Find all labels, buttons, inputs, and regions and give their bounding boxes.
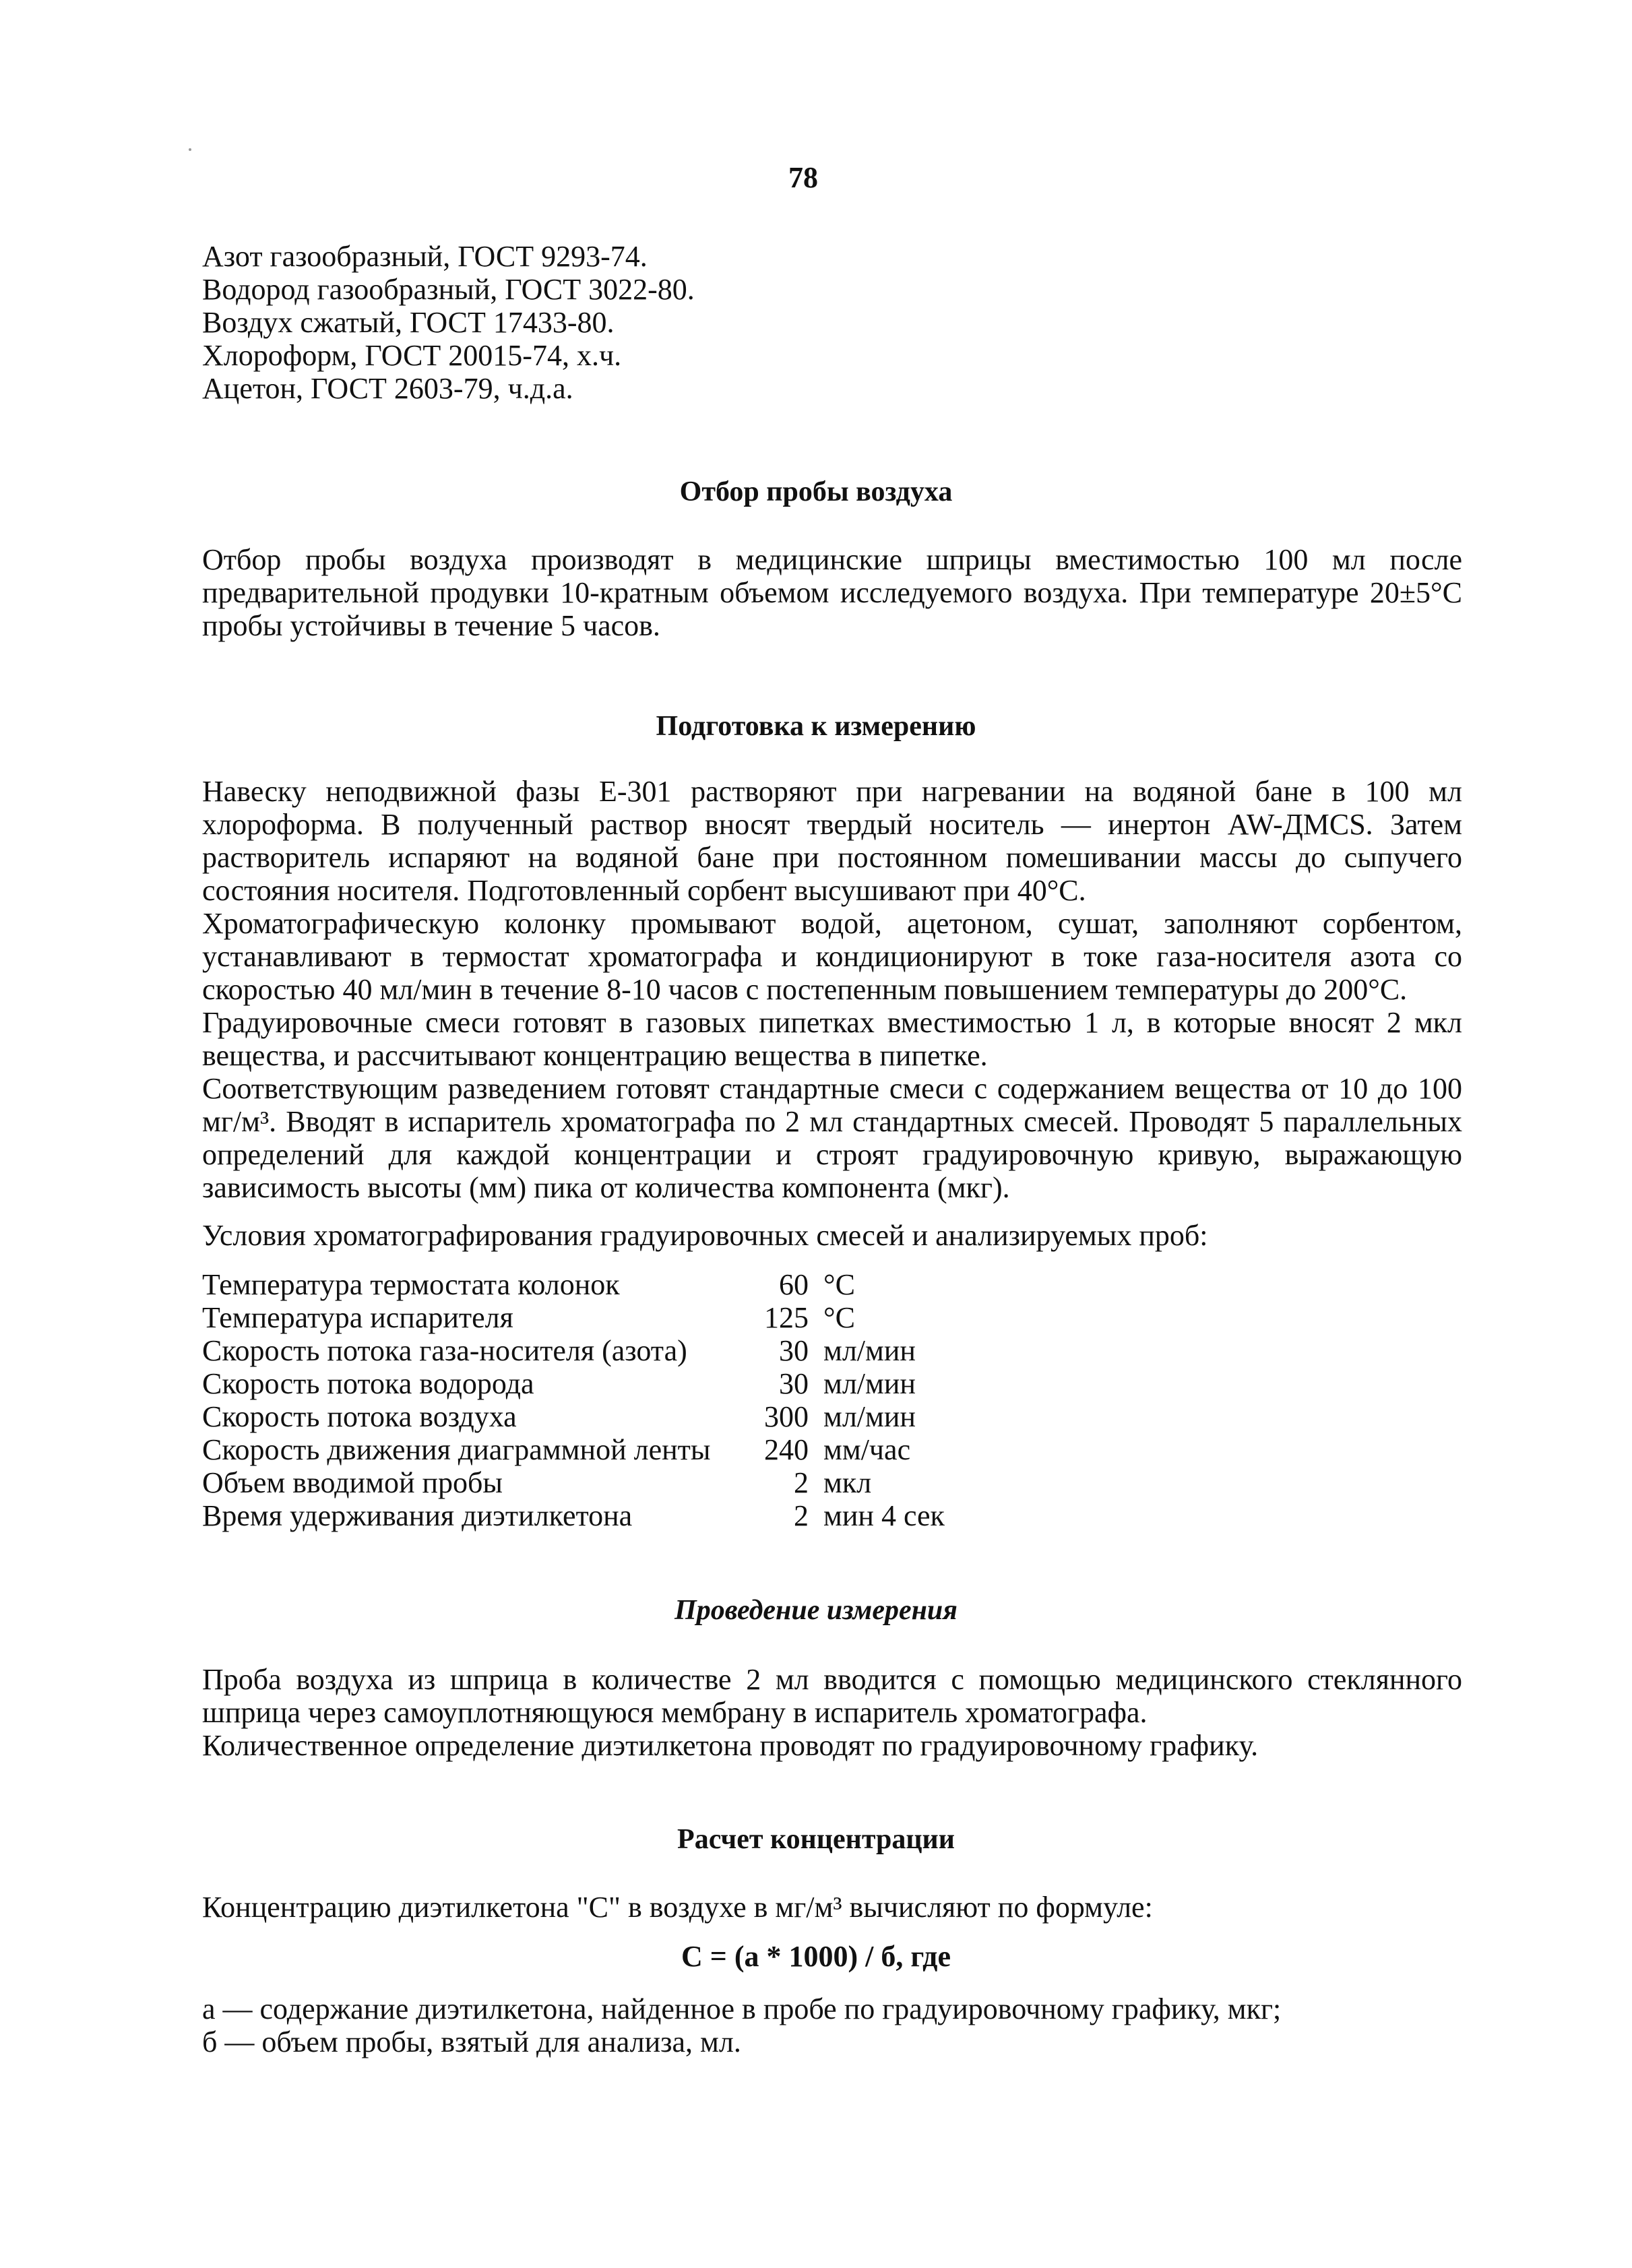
- table-row: [202, 1367, 1093, 1400]
- conditions-table: [202, 1268, 1093, 1532]
- preparation-paragraph: Навеску неподвижной фазы Е-301 растворяют при нагревании на водяной бане в 100 мл хлороформа. В полученный раствор вносят твердый носитель — инертон AW-ДМCS. Затем растворитель испаряют на водяной бане при постоянном помешивании массы до сыпучего состояния носителя. Подготовленный сорбент высушивают при 40°С.: [202, 775, 1462, 907]
- measurement-paragraph: Проба воздуха из шприца в количестве 2 мл вводится с помощью медицинского стеклянного шприца через самоуплотняющуюся мембрану в испаритель хроматографа.: [202, 1663, 1462, 1729]
- table-row: [202, 1301, 1093, 1334]
- condition-value: 30: [779, 1367, 809, 1400]
- condition-value: 2: [794, 1466, 809, 1499]
- sampling-paragraph: Отбор пробы воздуха производят в медицинские шприцы вместимостью 100 мл после предварительной продувки 10-кратным объемом исследуемого воздуха. При температуре 20±5°С пробы устойчивы в течение 5 часов.: [202, 543, 1462, 642]
- condition-value: 2: [794, 1499, 809, 1532]
- reagent-list: [202, 240, 695, 405]
- condition-name: Скорость потока газа-носителя (азота): [202, 1334, 687, 1367]
- table-row: [202, 1334, 1093, 1367]
- preparation-section: [202, 775, 1462, 1252]
- condition-name: Объем вводимой пробы: [202, 1466, 503, 1499]
- sampling-section: [202, 543, 1462, 642]
- condition-value: 60: [779, 1268, 809, 1301]
- scan-speck: [189, 148, 191, 151]
- preparation-paragraph: Соответствующим разведением готовят стандартные смеси с содержанием вещества от 10 до 100 мг/м³. Вводят в испаритель хроматографа по 2 мл стандартных смесей. Проводят 5 параллельных определений для каждой концентрации и строят градуировочную кривую, выражающую зависимость высоты (мм) пика от количества компонента (мкг).: [202, 1072, 1462, 1204]
- reagent-item: Водород газообразный, ГОСТ 3022-80.: [202, 273, 695, 306]
- definition-item: б — объем пробы, взятый для анализа, мл.: [202, 2025, 741, 2058]
- sampling-heading: Отбор пробы воздуха: [679, 476, 953, 507]
- table-row: [202, 1499, 1093, 1532]
- measurement-section: [202, 1663, 1462, 1762]
- definition-item: а — содержание диэтилкетона, найденное в пробе по градуировочному графику, мкг;: [202, 1992, 1282, 2025]
- condition-name: Скорость движения диаграммной ленты: [202, 1433, 711, 1466]
- condition-name: Температура испарителя: [202, 1301, 513, 1334]
- condition-name: Скорость потока водорода: [202, 1367, 534, 1400]
- condition-unit: мкл: [823, 1466, 872, 1499]
- preparation-paragraph: Градуировочные смеси готовят в газовых пипетках вместимостью 1 л, в которые вносят 2 мкл вещества, и рассчитывают концентрацию вещества в пипетке.: [202, 1006, 1462, 1072]
- condition-name: Время удерживания диэтилкетона: [202, 1499, 633, 1532]
- condition-unit: мл/мин: [823, 1400, 916, 1433]
- reagent-item: Хлороформ, ГОСТ 20015-74, х.ч.: [202, 339, 622, 372]
- table-row: [202, 1268, 1093, 1301]
- reagent-item: Азот газообразный, ГОСТ 9293-74.: [202, 240, 648, 273]
- preparation-paragraph: Хроматографическую колонку промывают водой, ацетоном, сушат, заполняют сорбентом, устанавливают в термостат хроматографа и кондиционируют в токе газа-носителя азота со скоростью 40 мл/мин в течение 8-10 часов с постепенным повышением температуры до 200°С.: [202, 907, 1462, 1006]
- condition-unit: мин 4 сек: [823, 1499, 945, 1532]
- table-row: [202, 1433, 1093, 1466]
- table-row: [202, 1466, 1093, 1499]
- condition-unit: мм/час: [823, 1433, 911, 1466]
- condition-unit: мл/мин: [823, 1334, 916, 1367]
- condition-name: Скорость потока воздуха: [202, 1400, 517, 1433]
- condition-unit: мл/мин: [823, 1367, 916, 1400]
- condition-value: 300: [764, 1400, 809, 1433]
- calculation-intro: Концентрацию диэтилкетона "С" в воздухе в мг/м³ вычисляют по формуле:: [202, 1891, 1153, 1924]
- condition-unit: °С: [823, 1301, 855, 1334]
- condition-name: Температура термостата колонок: [202, 1268, 620, 1301]
- formula: С = (а * 1000) / б, где: [681, 1940, 951, 1973]
- condition-value: 125: [764, 1301, 809, 1334]
- calculation-heading: Расчет концентрации: [677, 1824, 955, 1855]
- measurement-heading: Проведение измерения: [674, 1595, 958, 1626]
- preparation-heading: Подготовка к измерению: [656, 711, 976, 742]
- condition-unit: °С: [823, 1268, 855, 1301]
- formula-definitions: [202, 1992, 1281, 2058]
- table-row: [202, 1400, 1093, 1433]
- measurement-paragraph: Количественное определение диэтилкетона проводят по градуировочному графику.: [202, 1729, 1259, 1762]
- reagent-item: Ацетон, ГОСТ 2603-79, ч.д.а.: [202, 372, 573, 405]
- condition-value: 240: [764, 1433, 809, 1466]
- conditions-intro: Условия хроматографирования градуировочных смесей и анализируемых проб:: [202, 1219, 1208, 1252]
- page-number: 78: [788, 161, 818, 194]
- reagent-item: Воздух сжатый, ГОСТ 17433-80.: [202, 306, 615, 339]
- condition-value: 30: [779, 1334, 809, 1367]
